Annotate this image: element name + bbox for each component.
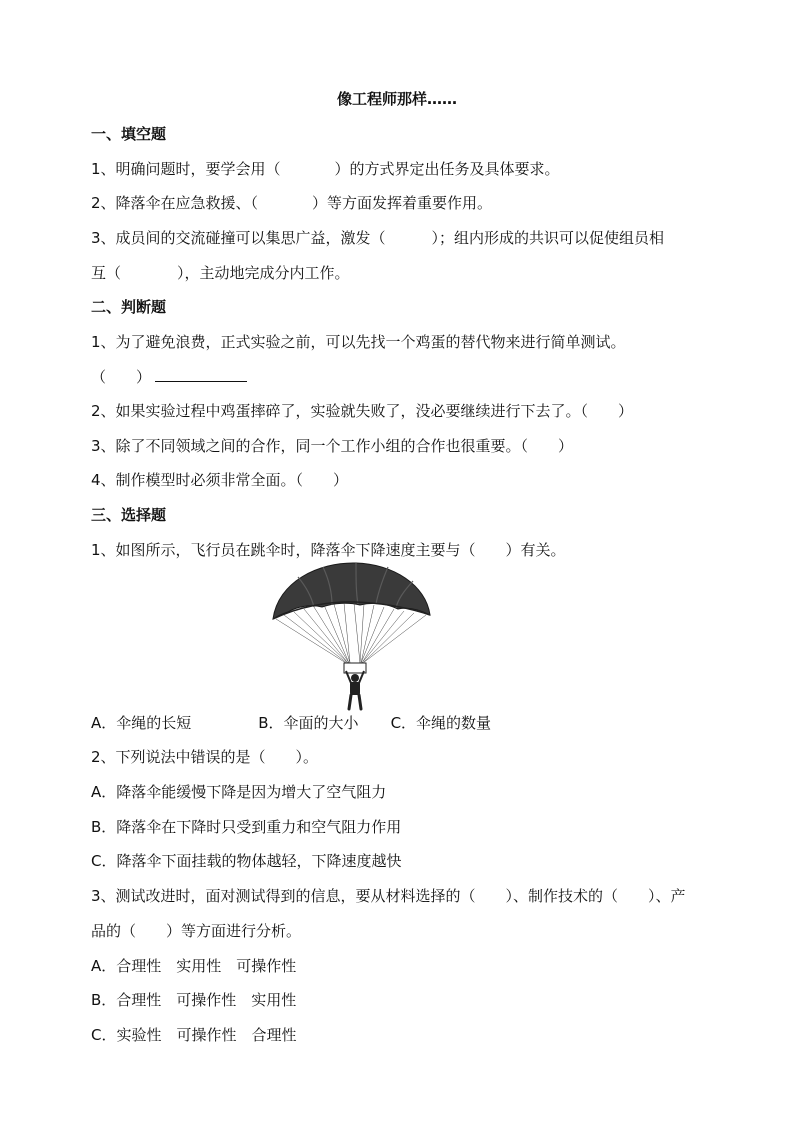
judge-question-1-answer [91, 366, 247, 388]
choice-q3-option-b: B．合理性 可操作性 实用性 [91, 991, 297, 1009]
judge-question-3: 3、除了不同领域之间的合作，同一个工作小组的合作也很重要。（ ） [91, 437, 574, 455]
choice-q2-option-c: C．降落伞下面挂载的物体越轻，下降速度越快 [91, 852, 402, 870]
fill-q3-text-d: ），主动地完成分内工作。 [177, 264, 350, 282]
choice-q1-option-a: A．伞绳的长短 [91, 714, 192, 732]
choice-q3-option-c: C．实验性 可操作性 合理性 [91, 1026, 297, 1044]
fill-q2-text-a: 2、降落伞在应急救援、（ [91, 194, 259, 212]
judge-q1-answer-line [155, 367, 247, 382]
choice-question-1-options [91, 712, 491, 734]
choice-q3-option-a: A．合理性 实用性 可操作性 [91, 957, 297, 975]
parachute-jumper-illustration [268, 557, 434, 713]
fill-q1-text-a: 1、明确问题时，要学会用（ [91, 160, 281, 178]
page-title: 像工程师那样…… [336, 90, 457, 108]
judge-question-4: 4、制作模型时必须非常全面。（ ） [91, 471, 349, 489]
choice-q1-option-b: B．伞面的大小 [258, 714, 359, 732]
section-heading-fill: 一、填空题 [91, 125, 167, 143]
fill-q3-text-c: 互（ [91, 264, 122, 282]
section-heading-choice: 三、选择题 [91, 506, 167, 524]
fill-question-3 [91, 227, 664, 249]
choice-q2-option-a: A．降落伞能缓慢下降是因为增大了空气阻力 [91, 783, 387, 801]
judge-q1-paren: （ ） [91, 368, 152, 386]
choice-question-2: 2、下列说法中错误的是（ ）。 [91, 748, 319, 766]
judge-question-2: 2、如果实验过程中鸡蛋摔碎了，实验就失败了，没必要继续进行下去了。（ ） [91, 402, 634, 420]
choice-question-3-cont: 品的（ ）等方面进行分析。 [91, 922, 302, 940]
fill-question-3-cont [91, 262, 350, 284]
choice-q1-option-c: C．伞绳的数量 [390, 714, 492, 732]
judge-question-1: 1、为了避免浪费，正式实验之前，可以先找一个鸡蛋的替代物来进行简单测试。 [91, 333, 626, 351]
fill-question-2 [91, 192, 492, 214]
fill-question-1 [91, 158, 560, 180]
fill-q2-text-b: ）等方面发挥着重要作用。 [312, 194, 493, 212]
fill-q3-text-b: ）；组内形成的共识可以促使组员相 [431, 229, 665, 247]
choice-q2-option-b: B．降落伞在下降时只受到重力和空气阻力作用 [91, 818, 402, 836]
fill-q3-text-a: 3、成员间的交流碰撞可以集思广益，激发（ [91, 229, 386, 247]
section-heading-judge: 二、判断题 [91, 298, 167, 316]
choice-question-3: 3、测试改进时，面对测试得到的信息，要从材料选择的（ ）、制作技术的（ ）、产 [91, 887, 686, 905]
choice-question-1: 1、如图所示，飞行员在跳伞时，降落伞下降速度主要与（ ）有关。 [91, 541, 566, 559]
fill-q1-text-b: ）的方式界定出任务及具体要求。 [334, 160, 560, 178]
